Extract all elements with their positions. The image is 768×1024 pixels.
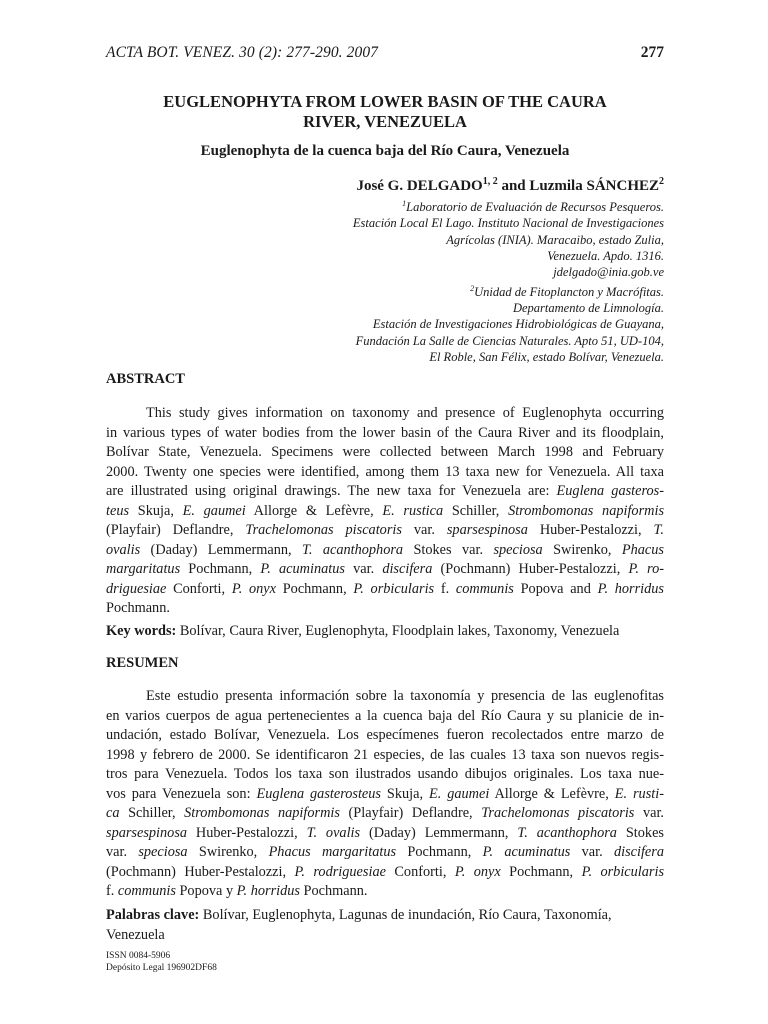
taxon-name: communis [117,883,176,899]
taxon-name: E. rusti- [614,785,664,802]
taxon-name: P. orbicularis [581,863,665,880]
text-run: Conforti, [385,863,455,880]
affiliation-2-line-4: Fundación La Salle de Ciencias Naturales. Apto 51, UD-104, [355,333,664,348]
abstract-line: Bolívar State, Venezuela. Specimens were collected between March 1998 and February [106,444,664,460]
text-run: var. [570,844,614,860]
palabras-row-1 [106,906,664,926]
text-run: Pochmann, [180,561,261,577]
text-run: var. [634,805,664,821]
taxon-name: Trachelomonas piscatoris [245,522,402,538]
taxon-name: Phacus margaritatus [268,844,397,860]
author-2-name: Luzmila SÁNCHEZ [529,178,659,194]
text-run: Pochmann, [396,844,483,860]
text-run: Skuja, [129,502,183,519]
abstract-body [106,404,664,619]
author-2-affiliation-mark: 2 [659,176,664,187]
abstract-line [106,560,664,580]
resumen-heading: RESUMEN [106,655,179,671]
taxon-name: driguesiae [106,580,167,597]
resumen-line [106,824,664,844]
taxon-name: P. acuminatus [260,561,345,577]
text-run: var. [401,522,447,538]
journal-citation: ACTA BOT. VENEZ. 30 (2): 277-290. 2007 [106,44,379,61]
abstract-line [106,580,664,600]
affiliation-1-line-3: Agrícolas (INIA). Maracaibo, estado Zulia, [446,232,664,247]
affiliation-1-line-2: Estación Local El Lago. Instituto Nacional de Investigaciones [352,216,664,231]
resumen-line [106,843,664,863]
affiliations-block [106,196,664,365]
text-run: (Daday) Lemmermann, [140,541,302,558]
affiliation-2-line-1 [106,281,664,300]
taxon-name: T. acanthophora [517,824,617,841]
text-run: (Pochmann) Huber-Pestalozzi, [432,561,629,577]
author-1-affiliation-marks: 1, 2 [482,176,498,187]
taxon-name: Euglena gasteros- [556,483,664,499]
resumen-line: 1998 y febrero de 2000. Se identificaron 21 especies, de las cuales 13 taxa son nuevos regis- [106,746,664,763]
taxon-name: discifera [382,561,433,577]
abstract-line: This study gives information on taxonomy and presence of Euglenophyta occurring [146,405,664,421]
article-subtitle: Euglenophyta de la cuenca baja del Río Caura, Venezuela [200,143,570,159]
text-run: Pochmann, [500,863,582,880]
keywords-line [106,622,664,642]
taxon-name: margaritatus [106,561,181,577]
resumen-line [106,804,664,824]
abstract-line [106,482,664,502]
deposito-legal: Depósito Legal 196902DF68 [106,963,217,973]
affiliation-2-line-2: Departamento de Limnología. [512,301,664,316]
text-run: Schiller, [443,502,509,519]
author-1-name: José G. DELGADO [356,178,483,194]
text-run: var. [106,844,139,860]
author-conjunction: and [497,178,530,194]
resumen-line [106,863,664,883]
taxon-name: P. onyx [454,863,501,880]
text-run: Popova and [513,580,598,597]
article-title [106,92,664,132]
text-run: Allorge & Lefèvre, [489,785,615,802]
text-run: Allorge & Lefèvre, [245,502,383,519]
text-run: Schiller, [119,805,185,821]
resumen-body [106,687,664,902]
resumen-line: en varios cuerpos de agua pertenecientes a la cuenca baja del Río Caura y su planicie de in- [106,707,664,724]
affiliation-1-line-1 [106,196,664,215]
abstract-line [106,502,664,522]
text-run: var. [344,561,383,577]
affiliation-1-email: jdelgado@inia.gob.ve [553,265,664,280]
taxon-name: Strombomonas napiformis [184,805,340,821]
text-run: Conforti, [166,580,232,597]
taxon-name: P. ro- [628,561,664,577]
running-header [106,44,664,70]
resumen-line [106,882,664,902]
palabras-label: Palabras clave: [106,907,200,923]
taxon-name: E. gaumei [182,502,246,519]
taxon-name: ca [106,805,120,821]
issn-block [106,950,217,974]
text-run: Huber-Pestalozzi, [187,824,307,841]
text-run: Skuja, [381,785,429,802]
taxon-name: T. ovalis [306,824,361,841]
text-run: Pochmann. [299,883,368,899]
taxon-name: teus [106,502,130,519]
taxon-name: ovalis [106,541,141,558]
taxon-name: P. horridus [236,883,300,899]
text-run: (Pochmann) Huber-Pestalozzi, [106,863,295,880]
taxon-name: P. orbicularis [353,580,435,597]
keywords-label: Key words: [106,623,177,639]
text-run: f. [434,580,456,597]
taxon-name: Strombomonas napiformis [508,502,665,519]
text-run: (Playfair) Deflandre, [106,522,246,538]
taxon-name: communis [455,580,514,597]
text-run: (Daday) Lemmermann, [360,824,518,841]
page-number: 277 [640,44,664,61]
affiliation-1-text: Laboratorio de Evaluación de Recursos Pesqueros. [406,200,664,215]
resumen-line [106,785,664,805]
palabras-text-2: Venezuela [106,926,165,943]
taxon-name: E. rustica [382,502,444,519]
palabras-text-1: Bolívar, Euglenophyta, Lagunas de inundación, Río Caura, Taxonomía, [199,907,612,923]
abstract-heading: ABSTRACT [106,371,185,387]
taxon-name: sparsespinosa [446,522,528,538]
taxon-name: P. rodriguesiae [294,863,386,880]
taxon-name: sparsespinosa [106,824,188,841]
taxon-name: discifera [613,844,664,860]
taxon-name: speciosa [138,844,188,860]
text-run: f. [106,883,118,899]
affiliation-2-text: Unidad de Fitoplancton y Macrófitas. [474,284,664,299]
palabras-clave-block [106,906,664,945]
text-run: Swirenko, [542,541,622,558]
taxon-name: E. gaumei [428,785,490,802]
abstract-line: Pochmann. [106,600,170,616]
affiliation-1-mark: 1 [402,199,407,208]
abstract-line: in various types of water bodies from the lower basin of the Caura River and its floodplain, [106,424,664,441]
taxon-name: P. acuminatus [482,844,571,860]
text-run: Stokes [616,824,664,841]
taxon-name: T. [653,522,664,538]
abstract-line [106,541,664,561]
keywords-row [106,622,664,642]
taxon-name: Trachelomonas piscatoris [481,805,635,821]
resumen-line: Este estudio presenta información sobre la taxonomía y presencia de las euglenofitas [146,688,664,704]
title-line-2: RIVER, VENEZUELA [303,112,467,131]
text-run: Popova y [175,883,237,899]
text-run: (Playfair) Deflandre, [339,805,482,821]
text-run: Stokes var. [403,541,494,558]
title-line-1: EUGLENOPHYTA FROM LOWER BASIN OF THE CAURA [163,92,607,111]
author-line [106,176,664,195]
taxon-name: speciosa [493,541,543,558]
affiliation-2-mark: 2 [470,283,475,293]
text-run: are illustrated using original drawings. The new taxa for Venezuela are: [106,483,557,499]
text-run: Huber-Pestalozzi, [527,522,654,538]
affiliation-2-line-3: Estación de Investigaciones Hidrobiológicas de Guayana, [372,317,664,332]
taxon-name: P. onyx [231,580,276,597]
keywords-text: Bolívar, Caura River, Euglenophyta, Floodplain lakes, Taxonomy, Venezuela [176,623,620,639]
taxon-name: P. horridus [597,580,665,597]
taxon-name: Euglena gasterosteus [256,785,381,802]
text-run: Swirenko, [187,844,269,860]
abstract-line [106,521,664,541]
issn-number: ISSN 0084-5906 [106,951,171,961]
text-run: Pochmann, [276,580,354,597]
text-run: vos para Venezuela son: [106,785,257,802]
affiliation-1-line-4: Venezuela. Apdo. 1316. [547,249,664,264]
taxon-name: Phacus [621,541,664,558]
affiliation-2-line-5: El Roble, San Félix, estado Bolívar, Venezuela. [429,349,664,364]
resumen-line: tros para Venezuela. Todos los taxa son ilustrados usando dibujos originales. Los taxa nue- [106,766,664,782]
resumen-line: undación, estado Bolívar, Venezuela. Los especímenes fueron recolectados entre marzo de [106,727,664,743]
taxon-name: T. acanthophora [301,541,404,558]
abstract-line: 2000. Twenty one species were identified, among them 13 taxa new for Venezuela. All taxa [106,463,664,480]
